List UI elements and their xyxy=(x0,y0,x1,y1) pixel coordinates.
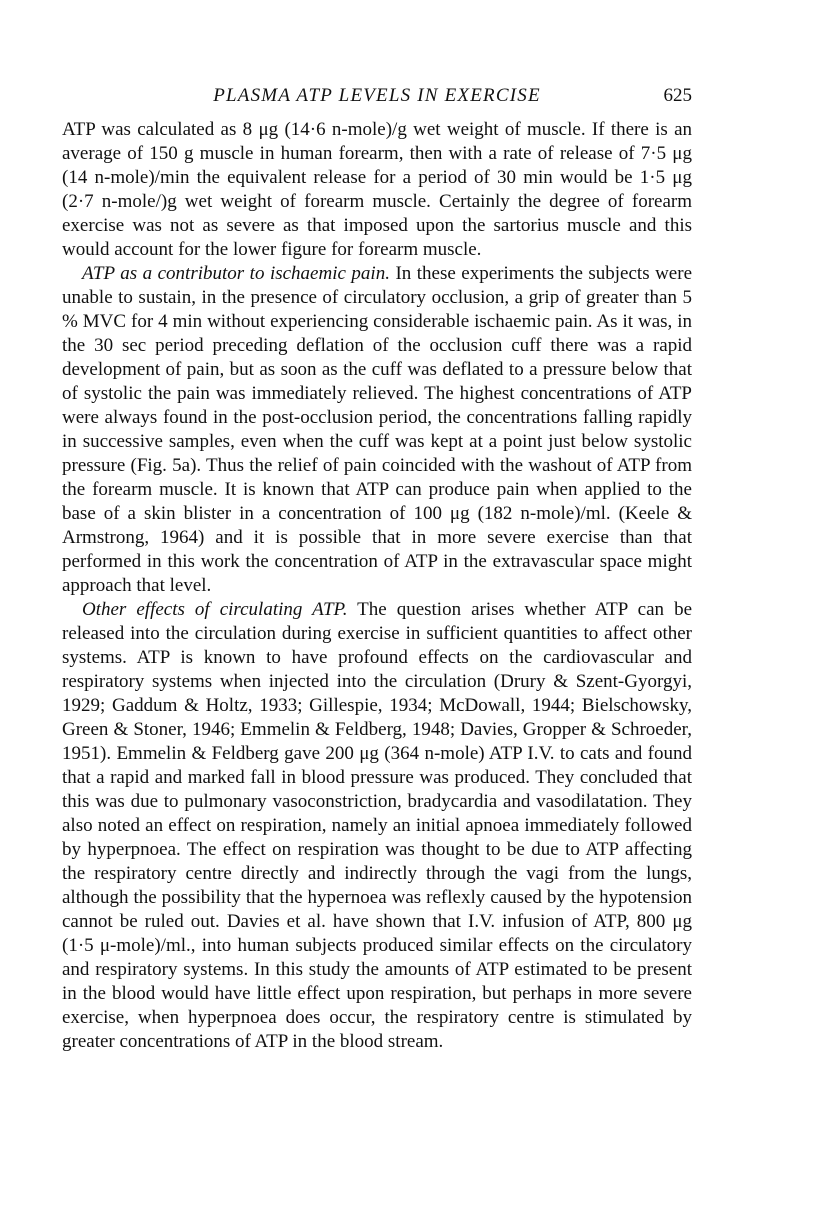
paragraph-circulating-atp-text: The question arises whether ATP can be released into the circulation during exercise in sufficient quantities to affect other systems. ATP is known to have profound effects on the cardiovascular and respiratory systems when injected into the circulation (Drury & Szent-Gyorgyi, 1929; Gaddum & Holtz, 1933; Gillespie, 1934; McDowall, 1944; Bielschowsky, Green & Stoner, 1946; Emmelin & Feldberg, 1948; Davies, Gropper & Schroeder, 1951). Emmelin & Feldberg gave 200 μg (364 n-mole) ATP I.V. to cats and found that a rapid and marked fall in blood pressure was produced. They concluded that this was due to pulmonary vasoconstriction, bradycardia and vasodilatation. They also noted an effect on respiration, namely an initial apnoea immediately followed by hyperpnoea. The effect on respiration was thought to be due to ATP affecting the respiratory centre directly and indirectly through the vagi from the lungs, although the possibility that the hypernoea was reflexly caused by the hypotension cannot be ruled out. Davies et al. have shown that I.V. infusion of ATP, 800 μg (1·5 μ-mole)/ml., into human subjects produced similar effects on the circulatory and respiratory systems. In this study the amounts of ATP estimated to be present in the blood would have little effect upon respiration, but perhaps in more severe exercise, when hyperpnoea does occur, the respiratory centre is stimulated by greater concentrations of ATP in the blood stream. xyxy=(62,599,693,1052)
section-lead-ischaemic-pain: ATP as a contributor to ischaemic pain. xyxy=(82,263,390,284)
section-lead-circulating-atp: Other effects of circulating ATP. xyxy=(82,599,348,620)
paragraph-ischaemic-pain xyxy=(62,262,692,598)
journal-page xyxy=(62,84,692,1054)
paragraph-circulating-atp xyxy=(62,598,692,1054)
paragraph-forearm-release: ATP was calculated as 8 μg (14·6 n-mole)/g wet weight of muscle. If there is an average of 150 g muscle in human forearm, then with a rate of release of 7·5 μg (14 n-mole)/min the equivalent release for a period of 30 min would be 1·5 μg (2·7 n-mole/)g wet weight of forearm muscle. Certainly the degree of forearm exercise was not as severe as that imposed upon the sartorius muscle and this would account for the lower figure for forearm muscle. xyxy=(62,119,692,260)
running-title: PLASMA ATP LEVELS IN EXERCISE xyxy=(213,85,541,106)
paragraph-ischaemic-pain-text: In these experiments the subjects were unable to sustain, in the presence of circulatory occlusion, a grip of greater than 5 % MVC for 4 min without experiencing considerable ischaemic pain. As it was, in the 30 sec period preceding deflation of the occlusion cuff there was a rapid development of pain, but as soon as the cuff was deflated to a pressure below that of systolic the pain was immediately relieved. The highest concentrations of ATP were always found in the post-occlusion period, the concentrations falling rapidly in successive samples, even when the cuff was kept at a point just below systolic pressure (Fig. 5a). Thus the relief of pain coincided with the washout of ATP from the forearm muscle. It is known that ATP can produce pain when applied to the base of a skin blister in a concentration of 100 μg (182 n-mole)/ml. (Keele & Armstrong, 1964) and it is possible that in more severe exercise than that performed in this work the concentration of ATP in the extravascular space might approach that level. xyxy=(62,263,692,596)
running-header xyxy=(62,84,692,112)
page-number: 625 xyxy=(663,85,692,106)
